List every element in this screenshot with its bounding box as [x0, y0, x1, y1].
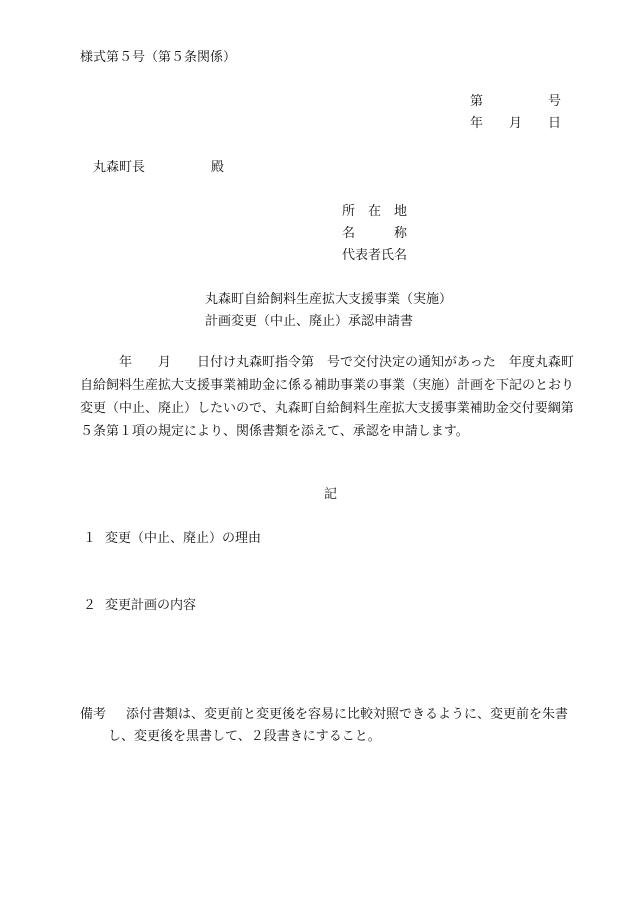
item-2-text: 変更計画の内容 — [105, 598, 197, 613]
note-label: 備考 — [80, 707, 107, 722]
body-paragraph — [80, 351, 586, 443]
document-title-line2: 計画変更（中止、廃止）承認申請書 — [205, 314, 414, 329]
body-line: 自給飼料生産拡大支援事業補助金に係る補助事業の事業（実施）計画を下記のとおり — [80, 378, 575, 393]
body-line: 年 月 日付け丸森町指令第 号で交付決定の通知があった 年度丸森町 — [80, 355, 574, 370]
date-line: 年 月 日 — [470, 116, 562, 131]
document-title-line1: 丸森町自給飼料生産拡大支援事業（実施） — [205, 292, 453, 307]
addressee-honorific: 殿 — [211, 160, 225, 175]
note-line1: 添付書類は、変更前と変更後を容易に比較対照できるように、変更前を朱書 — [126, 707, 569, 722]
applicant-name-label: 名 称 — [342, 226, 408, 241]
form-header: 様式第５号（第５条関係） — [80, 50, 237, 65]
note-line2: し、変更後を黒書して、２段書きにすること。 — [108, 729, 381, 744]
addressee-name: 丸森町長 — [93, 160, 146, 175]
item-1-number: １ — [83, 531, 97, 546]
item-2-number: ２ — [83, 598, 97, 613]
applicant-address-label: 所 在 地 — [342, 204, 408, 219]
item-1-text: 変更（中止、廃止）の理由 — [105, 531, 262, 546]
document-number-line: 第 号 — [470, 94, 562, 109]
applicant-representative-label: 代表者氏名 — [342, 248, 408, 263]
body-line: ５条第１項の規定により、関係書類を添えて、承認を申請します。 — [80, 424, 469, 439]
ki-heading: 記 — [324, 487, 338, 502]
body-line: 変更（中止、廃止）したいので、丸森町自給飼料生産拡大支援事業補助金交付要綱第 — [80, 401, 574, 416]
